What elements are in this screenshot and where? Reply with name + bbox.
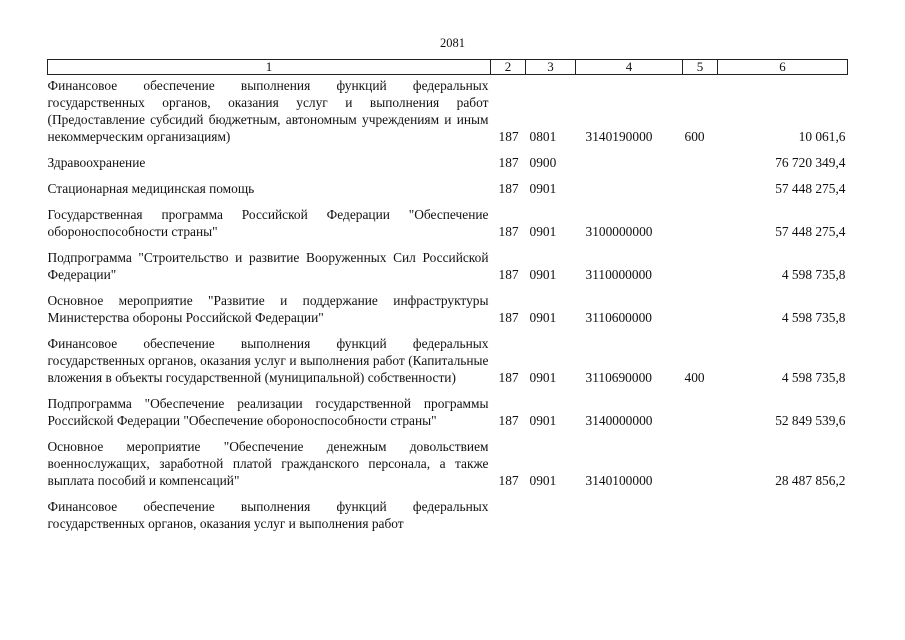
header-col-6: 6 [718,60,848,75]
header-row [48,60,848,75]
page-number: 2081 [440,36,465,50]
row-target: 3140000000 [585,413,653,428]
table-body [48,75,848,533]
row-expense-type: 600 [684,129,705,144]
row-target: 3140100000 [585,473,653,488]
table-row [48,180,848,197]
row-expense-type: 400 [684,370,705,385]
row-target [576,154,683,171]
row-target: 3110690000 [585,370,652,385]
row-spacer [48,145,848,154]
row-spacer [48,197,848,206]
row-spacer [48,326,848,335]
row-description: Основное мероприятие "Обеспечение денежным довольствием военнослужащих, заработной платой гражданского персонала, а также выплата пособий и компенсаций" [47,439,489,488]
budget-table-container [47,59,847,532]
row-description: Финансовое обеспечение выполнения функций федеральных государственных органов, оказания услуг и выполнения работ (Предоставление субсидий бюджетным, автономным учреждениям и иным некоммерческим организациям) [47,78,489,144]
row-description: Государственная программа Российской Федерации "Обеспечение обороноспособности страны" [47,207,489,239]
header-col-3: 3 [526,60,576,75]
row-amount [718,498,848,532]
row-expense-type [683,206,718,240]
table-row [48,292,848,326]
row-ministry: 187 [498,370,519,385]
row-section: 0901 [529,267,557,282]
row-ministry: 187 [498,267,519,282]
row-amount: 4 598 735,8 [781,267,846,282]
row-target: 3100000000 [585,224,653,239]
row-ministry: 187 [498,413,519,428]
row-section: 0901 [529,413,557,428]
row-target [576,498,683,532]
row-spacer [48,171,848,180]
row-amount: 57 448 275,4 [775,224,846,239]
table-row [48,395,848,429]
row-section: 0901 [529,181,557,196]
row-section: 0901 [529,370,557,385]
row-amount: 52 849 539,6 [775,413,846,428]
table-row [48,75,848,146]
row-target: 3140190000 [585,129,653,144]
row-ministry: 187 [498,473,519,488]
table-row [48,498,848,532]
row-description: Стационарная медицинская помощь [47,181,255,196]
row-spacer [48,489,848,498]
header-col-4: 4 [576,60,683,75]
row-ministry: 187 [498,310,519,325]
row-section: 0901 [529,224,557,239]
table-row [48,335,848,386]
header-col-2: 2 [491,60,526,75]
row-expense-type [683,498,718,532]
header-col-1: 1 [48,60,491,75]
row-description: Основное мероприятие "Развитие и поддержание инфраструктуры Министерства обороны Российской Федерации" [47,293,489,325]
row-expense-type [683,180,718,197]
row-spacer [48,386,848,395]
row-spacer [48,429,848,438]
budget-table [47,59,848,532]
row-target [576,180,683,197]
row-description: Финансовое обеспечение выполнения функций федеральных государственных органов, оказания услуг и выполнения работ [47,499,489,531]
row-expense-type [683,292,718,326]
table-row [48,249,848,283]
row-description: Подпрограмма "Строительство и развитие Вооруженных Сил Российской Федерации" [47,250,489,282]
row-ministry: 187 [498,181,519,196]
row-ministry: 187 [498,129,519,144]
row-target: 3110600000 [585,310,652,325]
table-row [48,206,848,240]
row-amount: 10 061,6 [798,129,846,144]
header-col-5: 5 [683,60,718,75]
row-section: 0901 [529,473,557,488]
row-amount: 57 448 275,4 [775,181,846,196]
row-amount: 4 598 735,8 [781,370,846,385]
row-description: Финансовое обеспечение выполнения функций федеральных государственных органов, оказания услуг и выполнения работ (Капитальные вложения в объекты государственной (муниципальной) собственности) [47,336,489,385]
row-expense-type [683,154,718,171]
row-spacer [48,240,848,249]
row-expense-type [683,438,718,489]
row-ministry [491,498,526,532]
row-spacer [48,283,848,292]
row-amount: 76 720 349,4 [775,155,846,170]
row-ministry: 187 [498,224,519,239]
row-section: 0801 [529,129,557,144]
row-amount: 28 487 856,2 [775,473,846,488]
row-section: 0900 [529,155,557,170]
table-row [48,154,848,171]
row-expense-type [683,249,718,283]
table-header [48,60,848,75]
row-section: 0901 [529,310,557,325]
row-description: Подпрограмма "Обеспечение реализации государственной программы Российской Федерации "Обеспечение обороноспособности страны" [47,396,489,428]
row-section [526,498,576,532]
row-target: 3110000000 [585,267,652,282]
table-row [48,438,848,489]
row-description: Здравоохранение [47,155,146,170]
row-amount: 4 598 735,8 [781,310,846,325]
row-ministry: 187 [498,155,519,170]
row-expense-type [683,395,718,429]
